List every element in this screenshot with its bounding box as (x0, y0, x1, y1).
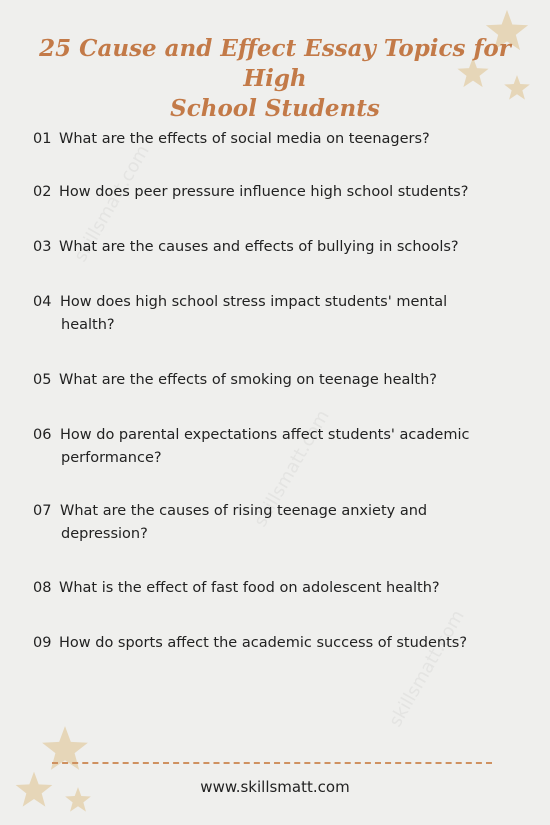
topic-text: How does peer pressure influence high school students? (59, 184, 469, 200)
list-item (33, 181, 523, 204)
topic-number: 08 (33, 580, 52, 596)
topic-number: 05 (33, 372, 52, 388)
topic-number: 07 (33, 503, 52, 519)
list-item (33, 128, 523, 151)
topic-text: What are the effects of social media on teenagers? (59, 131, 430, 147)
list-item (33, 236, 523, 259)
topic-number: 02 (33, 184, 52, 200)
topic-text: What are the effects of smoking on teenage health? (59, 372, 437, 388)
star-icon (40, 724, 90, 774)
topic-text: What are the causes and effects of bullying in schools? (59, 239, 459, 255)
topic-text: What is the effect of fast food on adolescent health? (59, 580, 440, 596)
watermark: skillsmatt.com (250, 406, 334, 531)
topic-text: How does high school stress impact students' mental health? (60, 294, 448, 333)
topic-number: 06 (33, 427, 52, 443)
title-line-2: School Students (170, 95, 380, 122)
topic-text: What are the causes of rising teenage anxiety and depression? (60, 503, 428, 542)
topic-number: 01 (33, 131, 52, 147)
list-item (33, 291, 483, 337)
topic-text: How do sports affect the academic success of students? (59, 635, 468, 651)
watermark: skillsmatt.com (385, 606, 469, 731)
topic-text: How do parental expectations affect students' academic performance? (60, 427, 470, 466)
page-title (20, 34, 530, 124)
list-item (33, 424, 513, 470)
topic-number: 04 (33, 294, 52, 310)
topic-number: 03 (33, 239, 52, 255)
topic-number: 09 (33, 635, 52, 651)
dashed-divider (52, 762, 492, 764)
list-item (33, 500, 463, 546)
list-item (33, 632, 523, 655)
list-item (33, 369, 523, 392)
website-link[interactable]: www.skillsmatt.com (200, 778, 350, 796)
watermark: skillsmatt.com (70, 141, 154, 266)
list-item (33, 577, 523, 600)
title-line-1: 25 Cause and Effect Essay Topics for High (39, 35, 511, 92)
